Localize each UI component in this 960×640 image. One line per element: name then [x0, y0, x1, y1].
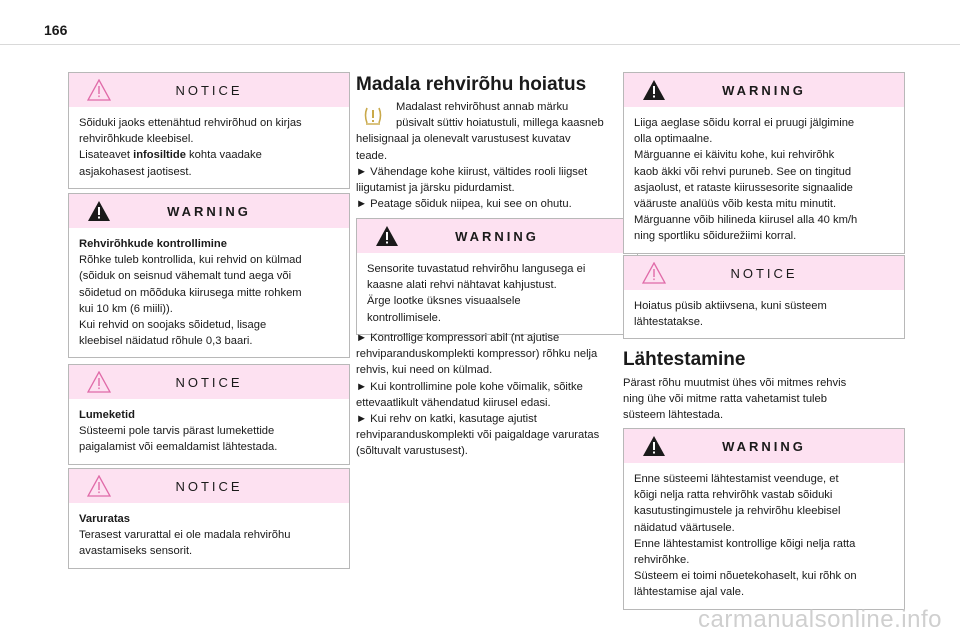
- warning-body: [69, 228, 349, 357]
- notice-header: [69, 365, 349, 399]
- warning-body: [624, 463, 904, 609]
- text-line: kaob äkki või rehvi puruneb. See on tingitud: [634, 165, 852, 178]
- text-line: olla optimaalne.: [634, 133, 713, 146]
- section-heading-reset: Lähtestamine: [623, 349, 746, 370]
- warning-triangle-icon: [642, 79, 666, 101]
- header-divider: [0, 44, 960, 45]
- text-line: Enne süsteemi lähtestamist veenduge, et: [634, 473, 839, 485]
- text-line: ning ühe või mitme ratta vahetamist tuleb: [623, 393, 827, 406]
- text-line: Sõiduki jaoks ettenähtud rehvirõhud on kirjas: [79, 117, 302, 129]
- notice-title: NOTICE: [175, 374, 243, 390]
- warning-header: [624, 73, 904, 107]
- text-line: Terasest varurattal ei ole madala rehvirõhu: [79, 529, 291, 542]
- text-line: ning sportliku sõidurežiimi korral.: [634, 230, 797, 243]
- notice-box-tyre-pressure: [68, 72, 350, 189]
- text-line: ettevaatlikult vähendatud kiirusel edasi.: [356, 396, 551, 409]
- intro-paragraph: [356, 99, 628, 212]
- text-line: [79, 147, 339, 163]
- warning-triangle-icon: [87, 200, 111, 222]
- text-line: rehvirõhkude kleebisel.: [79, 133, 194, 146]
- text-line: Hoiatus püsib aktiivsena, kuni süsteem: [634, 300, 827, 312]
- warning-header: [69, 194, 349, 228]
- text-line: Märguanne võib hilineda kiirusel alla 40 km/h: [634, 214, 858, 227]
- warning-box-before-reset: [623, 428, 905, 610]
- text-line: süsteem lähtestada.: [623, 409, 724, 422]
- text-line: ► Kui rehv on katki, kasutage ajutist: [356, 413, 537, 426]
- notice-header: [624, 256, 904, 290]
- notice-triangle-icon: [642, 262, 666, 284]
- notice-title: NOTICE: [175, 82, 243, 98]
- notice-title: NOTICE: [730, 265, 798, 281]
- reset-paragraph: [623, 375, 895, 424]
- text-line: asjaolust, et rataste kiirussesorite signaalide: [634, 181, 853, 194]
- text-line: (sõltuvalt varustusest).: [356, 445, 468, 458]
- page-number: 166: [44, 22, 68, 38]
- warning-box-sensor: [356, 218, 638, 335]
- text-line: Sensorite tuvastatud rehvirõhu langusega ei: [367, 263, 586, 275]
- text-line: Märguanne ei käivitu kohe, kui rehvirõhk: [634, 149, 835, 162]
- text-line: Enne lähtestamist kontrollige kõigi nelja ratta: [634, 537, 856, 550]
- section-heading-low-pressure: Madala rehvirõhu hoiatus: [356, 74, 587, 95]
- notice-box-spare-wheel: [68, 468, 350, 569]
- text-line: Madalast rehvirõhust annab märku: [396, 101, 569, 113]
- text-line: Ärge lootke üksnes visuaalsele: [367, 295, 521, 308]
- warning-box-checking: [68, 193, 350, 358]
- text-line: kasutustingimustele ja rehvirõhu kleebisel: [634, 505, 841, 518]
- text-line: ► Kontrollige kompressori abil (nt ajutise: [356, 332, 560, 344]
- warning-body: [357, 253, 637, 334]
- warning-header: [624, 429, 904, 463]
- text-line: Kui rehvid on soojaks sõidetud, lisage: [79, 319, 267, 332]
- text-line: kleebisel näidatud rõhule 0,3 baari.: [79, 335, 253, 348]
- action-paragraph: [356, 330, 628, 460]
- text-line: ► Peatage sõiduk niipea, kui see on ohutu.: [356, 198, 572, 211]
- notice-title: NOTICE: [175, 478, 243, 494]
- notice-header: [69, 469, 349, 503]
- warning-title: WARNING: [722, 438, 806, 454]
- warning-triangle-icon: [642, 435, 666, 457]
- text-line: Süsteemi pole tarvis pärast lumekettide: [79, 425, 275, 438]
- warning-box-slow-driving: [623, 72, 905, 254]
- warning-body: [624, 107, 904, 253]
- text-line: lähtestamise ajal vale.: [634, 586, 745, 599]
- text-line: rehviparanduskomplekti või paigaldage varuratas: [356, 429, 600, 442]
- notice-box-snow-chains: [68, 364, 350, 465]
- text-line: näidatud väärtusele.: [634, 521, 735, 534]
- text-line: ► Kui kontrollimine pole kohe võimalik, sõitke: [356, 380, 583, 393]
- text-line: (sõiduk on seisnud vähemalt tund aega või: [79, 270, 292, 283]
- warning-heading: Rehvirõhkude kontrollimine: [79, 238, 227, 250]
- warning-title: WARNING: [455, 228, 539, 244]
- notice-body: [69, 503, 349, 568]
- infosildid-term: infosiltide: [133, 149, 186, 162]
- text-line: Pärast rõhu muutmist ühes või mitmes rehvis: [623, 377, 847, 389]
- notice-triangle-icon: [87, 475, 111, 497]
- text-run: kohta vaadake: [185, 149, 262, 162]
- notice-heading: Lumeketid: [79, 409, 135, 421]
- notice-heading: Varuratas: [79, 513, 130, 525]
- text-line: Süsteem ei toimi nõuetekohaselt, kui rõhk on: [634, 570, 857, 583]
- text-line: liigutamist ja järsku pidurdamist.: [356, 182, 515, 195]
- text-line: kaasne alati rehvi nähtavat kahjustust.: [367, 279, 557, 292]
- notice-body: [69, 107, 349, 188]
- text-line: sõidetud on mõõduka kiirusega mitte rohkem: [79, 286, 302, 299]
- text-line: rehviparanduskomplekti kompressor) rõhku nelja: [356, 348, 598, 361]
- text-line: kui 10 km (6 miili)).: [79, 302, 173, 315]
- notice-body: [69, 399, 349, 464]
- text-line: helisignaal ja olenevalt varustusest kuvatav: [356, 133, 571, 146]
- text-line: ► Vähendage kohe kiirust, vältides rooli liigset: [356, 165, 588, 178]
- text-line: rehvirõhke.: [634, 554, 690, 567]
- text-line: kontrollimisele.: [367, 311, 441, 324]
- text-line: paigalamist või eemaldamist lähtestada.: [79, 441, 278, 454]
- text-line: Liiga aeglase sõidu korral ei pruugi jälgimine: [634, 117, 855, 129]
- warning-triangle-icon: [375, 225, 399, 247]
- watermark: carmanualsonline.info: [698, 606, 942, 633]
- notice-triangle-icon: [87, 79, 111, 101]
- text-line: lähtestatakse.: [634, 316, 704, 329]
- notice-body: [624, 290, 904, 338]
- warning-title: WARNING: [722, 82, 806, 98]
- text-line: teade.: [356, 149, 388, 162]
- text-line: kõigi nelja ratta rehvirõhk vastab sõiduki: [634, 489, 833, 502]
- text-line: püsivalt süttiv hoiatustuli, millega kaasneb: [396, 117, 604, 130]
- text-line: asjakohasest jaotisest.: [79, 165, 192, 178]
- notice-box-reset: [623, 255, 905, 339]
- text-line: rehvis, kui need on külmad.: [356, 364, 493, 377]
- text-line: Rõhke tuleb kontrollida, kui rehvid on külmad: [79, 254, 302, 267]
- notice-header: [69, 73, 349, 107]
- text-run: Lisateavet: [79, 149, 134, 162]
- text-line: vääruste analüüs võib kesta mitu minutit.: [634, 198, 837, 211]
- warning-header: [357, 219, 637, 253]
- text-line: avastamiseks sensorit.: [79, 545, 193, 558]
- warning-title: WARNING: [167, 203, 251, 219]
- notice-triangle-icon: [87, 371, 111, 393]
